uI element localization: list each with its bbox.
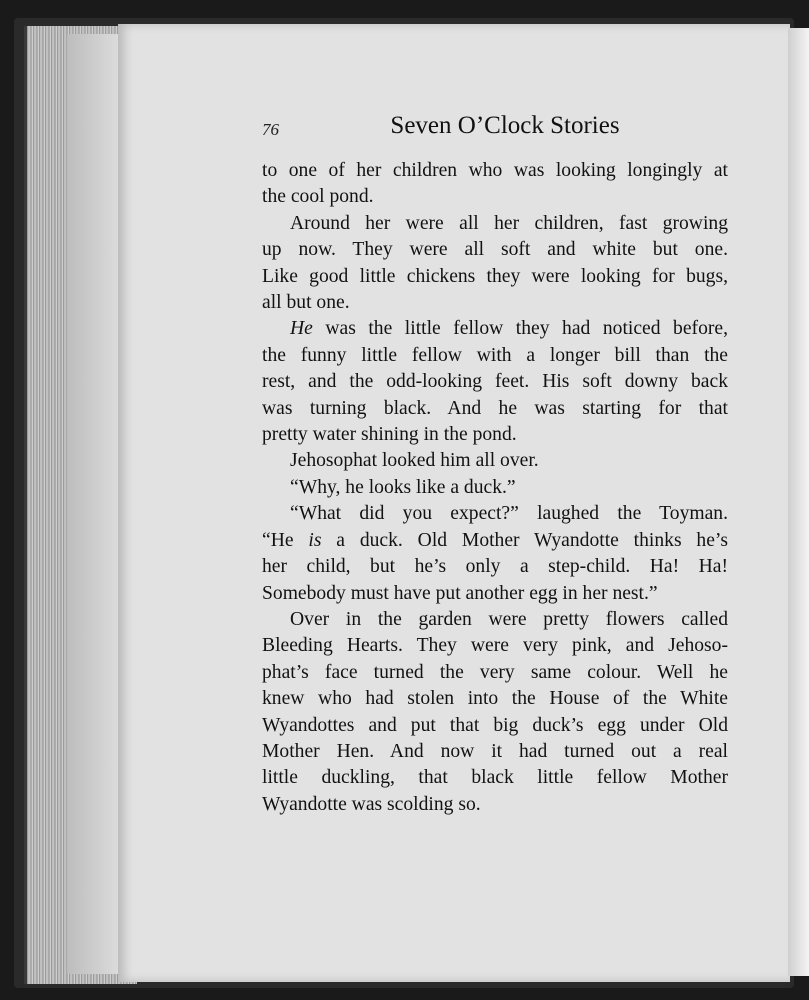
page-header <box>262 112 728 146</box>
text-line: Over in the garden were pretty flowers called <box>290 608 728 630</box>
text-line: Wyandottes and put that big duck’s egg under Old <box>262 714 728 736</box>
text-line: phat’s face turned the very same colour. Well he <box>262 661 728 683</box>
text-line: Somebody must have put another egg in her nest.” <box>262 582 658 604</box>
text-line: to one of her children who was looking longingly at <box>262 160 728 181</box>
text-line: was turning black. And he was starting for that <box>262 397 728 419</box>
text-fragment: was the little fellow they had noticed before, <box>325 318 728 340</box>
text-line: Bleeding Hearts. They were very pink, and Jehoso- <box>262 635 728 657</box>
text-line: “What did you expect?” laughed the Toyman. <box>290 503 728 525</box>
text-fragment: a duck. Old Mother Wyandotte thinks he’s <box>321 529 728 551</box>
text-line: Wyandotte was scolding so. <box>262 793 481 815</box>
text-line: her child, but he’s only a step-child. Ha! Ha! <box>262 556 728 578</box>
text-line: little duckling, that black little fellow Mother <box>262 767 728 789</box>
page-number: 76 <box>262 120 279 139</box>
text-line: Mother Hen. And now it had turned out a real <box>262 740 728 762</box>
text-line: knew who had stolen into the House of the White <box>262 688 728 710</box>
text-line: all but one. <box>262 292 350 314</box>
text-line: the funny little fellow with a longer bill than the <box>262 344 728 366</box>
italic-word: is <box>308 529 322 551</box>
text-line: “Why, he looks like a duck.” <box>290 476 516 498</box>
text-line: rest, and the odd-looking feet. His soft downy back <box>262 371 728 393</box>
running-title: Seven O’Clock Stories <box>390 112 620 139</box>
text-line: Like good little chickens they were looking for bugs, <box>262 265 728 287</box>
text-line: Jehosophat looked him all over. <box>290 450 539 472</box>
facing-page-edge <box>788 28 809 976</box>
body-text <box>262 158 728 818</box>
text-line: the cool pond. <box>262 186 374 208</box>
text-line: up now. They were all soft and white but one. <box>262 239 728 261</box>
text-fragment: “He <box>262 529 309 551</box>
text-line <box>262 528 728 554</box>
text-line: pretty water shining in the pond. <box>262 424 517 446</box>
italic-word: He <box>290 318 313 340</box>
text-line <box>262 316 728 342</box>
text-line: Around her were all her children, fast growing <box>290 212 728 234</box>
